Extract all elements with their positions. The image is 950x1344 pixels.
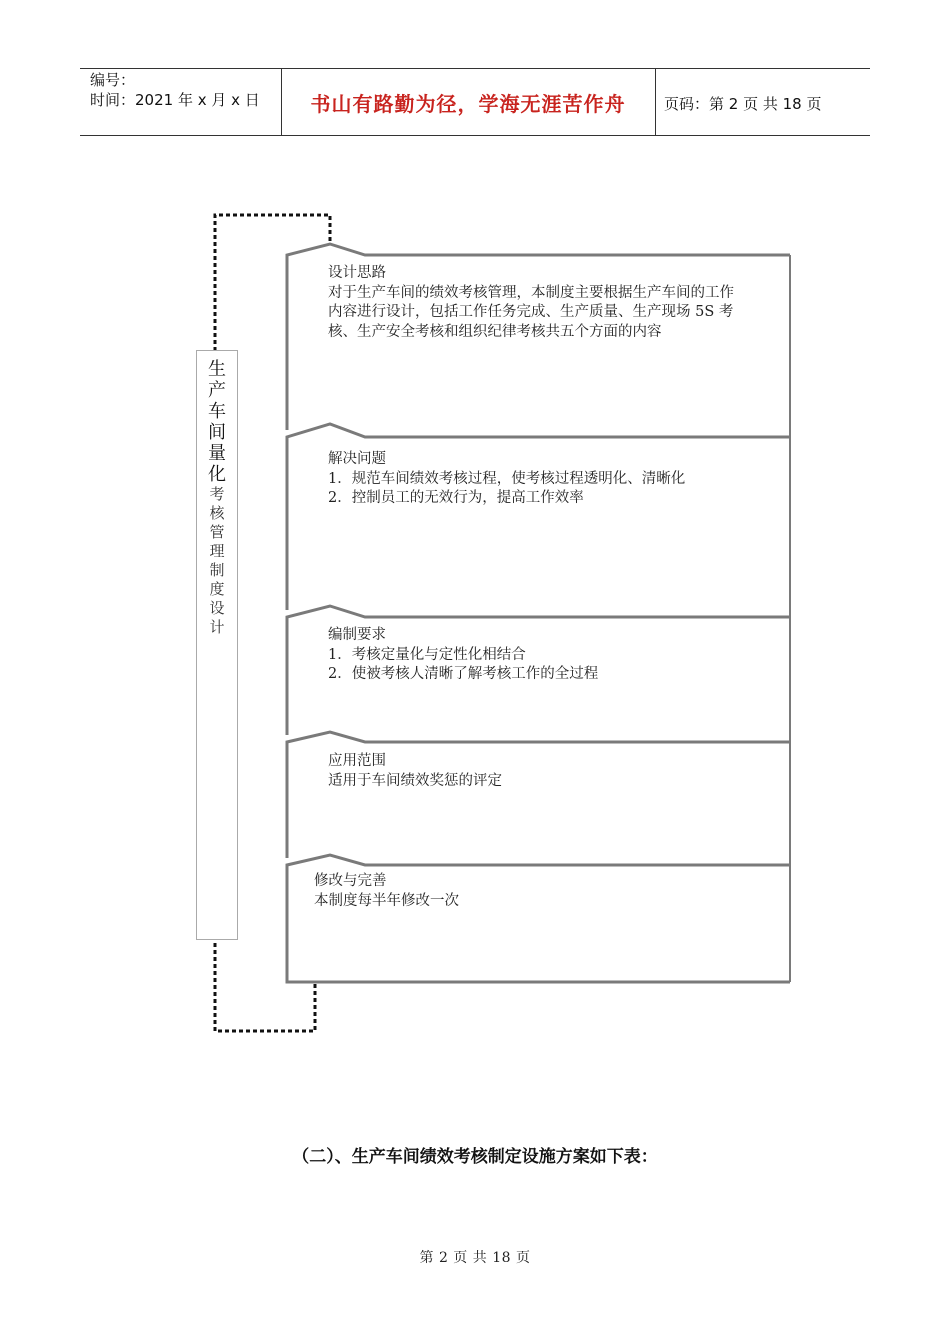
title-char: 间: [208, 422, 226, 443]
title-char: 生: [208, 359, 226, 380]
section-frame-4: [287, 732, 790, 858]
section-line: 2．控制员工的无效行为，提高工作效率: [328, 490, 584, 506]
section-subtitle: （二）、生产车间绩效考核制定设施方案如下表：: [292, 1147, 658, 1167]
section-revision: [314, 872, 784, 911]
section-heading: 修改与完善: [314, 873, 387, 889]
section-line: 1．考核定量化与定性化相结合: [328, 646, 526, 663]
number-label: 编号：: [90, 71, 136, 89]
section-line: 2．使被考核人清晰了解考核工作的全过程: [328, 666, 599, 682]
title-char: 量: [208, 443, 226, 464]
title-char: 制: [209, 561, 225, 579]
title-char: 度: [209, 580, 225, 598]
title-char: 化: [208, 464, 226, 485]
vertical-title-box: [196, 350, 238, 940]
title-char: 设: [209, 599, 225, 617]
section-line: 对于生产车间的绩效考核管理，本制度主要根据生产车间的工作: [328, 284, 734, 301]
section-line: 适用于车间绩效奖惩的评定: [328, 772, 502, 789]
section-heading: 编制要求: [328, 627, 386, 643]
title-char: 车: [208, 401, 226, 422]
header-motto: 书山有路勤为径，学海无涯苦作舟: [310, 92, 626, 116]
section-heading: 应用范围: [328, 753, 386, 769]
section-line: 内容进行设计，包括工作任务完成、生产质量、生产现场 5S 考: [328, 304, 734, 320]
title-char: 产: [208, 380, 226, 401]
section-requirements: [328, 626, 786, 685]
section-heading: 设计思路: [328, 265, 386, 281]
time-label: 时间：2021 年 x 月 x 日: [90, 91, 260, 109]
section-problems-solved: [328, 450, 786, 509]
section-line: 本制度每半年修改一次: [314, 892, 459, 909]
page-footer: 第 2 页 共 18 页: [419, 1250, 531, 1266]
section-line: 核、生产安全考核和组织纪律考核共五个方面的内容: [328, 323, 662, 340]
section-heading: 解决问题: [328, 451, 386, 467]
section-design-idea: [328, 264, 786, 342]
dashed-bracket-top: [215, 215, 330, 350]
title-char: 管: [209, 523, 225, 541]
title-char: 核: [209, 504, 225, 522]
title-char: 理: [209, 542, 225, 560]
title-char: 考: [209, 485, 225, 503]
section-line: 1．规范车间绩效考核过程，使考核过程透明化、清晰化: [328, 470, 686, 487]
section-scope: [328, 752, 786, 791]
header-page-info: 页码：第 2 页 共 18 页: [664, 95, 822, 113]
title-char: 计: [209, 618, 225, 636]
dashed-bracket-bottom: [215, 940, 315, 1031]
